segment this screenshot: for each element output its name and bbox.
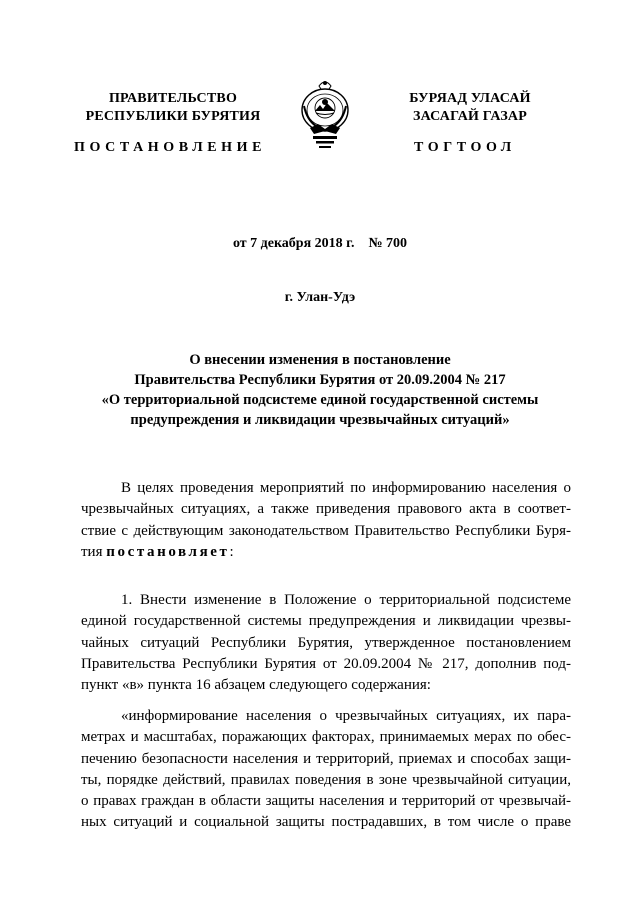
text-line: метрах и масштабах, поражающих факторах, принимаемых мерах по обес- [81,729,571,746]
header-left-line2: РЕСПУБЛИКИ БУРЯТИЯ [85,109,261,124]
title-line: «О территориальной подсистеме единой государственной системы [101,392,539,408]
text-line: пункт «в» пункта 16 абзацем следующего содержания: [81,677,431,694]
text-line: чрезвычайных ситуациях, а также приведения правового акта в соответ- [81,501,571,518]
doctype-right: ТОГТООЛ [414,140,516,155]
header-left-line1: ПРАВИТЕЛЬСТВО [108,91,238,106]
header-left [66,90,280,126]
date-number-line [0,236,640,252]
preamble-prefix: тия [81,543,107,560]
preamble-suffix: : [229,543,234,560]
text-line: ных ситуаций и социальной защиты пострадавших, в том числе о праве [81,814,571,831]
title-line: О внесении изменения в постановление [189,352,451,368]
quoted-paragraph [81,706,571,834]
coat-of-arms-icon [298,76,352,152]
text-line [81,542,571,563]
document-number: № 700 [368,236,408,251]
text-line: «информирование населения о чрезвычайных ситуациях, их пара- [121,708,571,724]
header-right-line2: ЗАСАГАЙ ГАЗАР [412,109,527,124]
text-line: ты, порядке действий, правилах поведения в зоне чрезвычайной ситуации, [81,771,571,788]
document-date: от 7 декабря 2018 г. [232,236,355,251]
document-title [60,350,580,430]
text-line: Правительства Республики Бурятия от 20.09.2004 № 217, дополнив под- [81,655,571,672]
document-city: г. Улан-Удэ [284,290,356,305]
title-line: предупреждения и ликвидации чрезвычайных ситуаций» [130,412,510,428]
title-line: Правительства Республики Бурятия от 20.09.2004 № 217 [134,372,506,388]
header-right [372,90,568,126]
text-line: В целях проведения мероприятий по информированию населения о [121,480,571,496]
text-line: 1. Внести изменение в Положение о территориальной подсистеме [121,592,571,608]
text-line: печению безопасности населения и территорий, приемах и способах защи- [81,750,571,767]
text-line: ствие с действующим законодательством Правительство Республики Буря- [81,522,571,539]
text-line: чайных ситуаций Республики Бурятия, утвержденное постановлением [81,634,571,651]
text-line: о правах граждан в области защиты населения и территорий от чрезвычай- [81,793,571,810]
text-line: единой государственной системы предупреждения и ликвидации чрезвы- [81,613,571,630]
preamble-paragraph [81,478,571,563]
item-1-paragraph [81,590,571,696]
doctype-left: ПОСТАНОВЛЕНИЕ [74,140,267,155]
header-right-line1: БУРЯАД УЛАСАЙ [409,91,531,106]
resolves-word: постановляет [106,543,230,560]
